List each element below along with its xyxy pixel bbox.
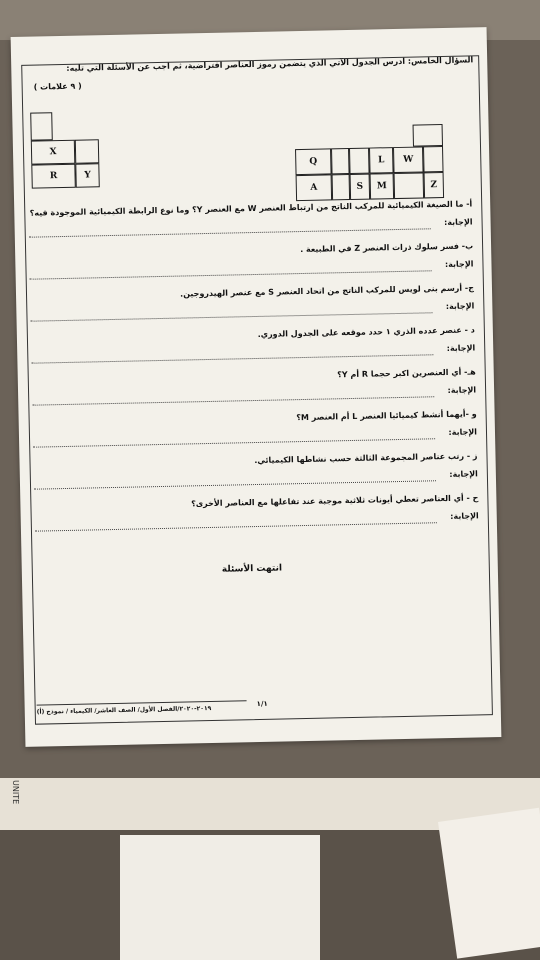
page-number: ١/١ (256, 699, 268, 709)
table-cell-Q: Q (295, 148, 332, 175)
table-cell-W: W (393, 146, 424, 173)
question-f: و -أيهما أنشط كيميائيا العنصر L أم العنصر M؟ (296, 409, 477, 423)
answer-label-a: الإجابة: (443, 217, 473, 228)
answer-label-f: الإجابة: (448, 427, 478, 437)
table-cell-X: X (31, 140, 75, 165)
table-cell-A: A (296, 174, 333, 201)
end-of-questions: انتهت الأسئلة (221, 563, 283, 575)
answer-label-g: الإجابة: (449, 469, 478, 479)
question-e: هـ- أي العنصرين اكبر حجما R أم Y؟ (337, 367, 476, 380)
answer-label-b: الإجابة: (444, 259, 474, 270)
table-cell-empty (394, 172, 425, 199)
paper-stub-left (120, 835, 320, 960)
question-d: د - عنصر عدده الذري ١ حدد موقعه على الجدول الدوري. (257, 325, 475, 339)
question-c: ج- أرسم بنى لويس للمركب الناتج من اتحاد العنصر S مع عنصر الهيدروجين. (180, 283, 475, 299)
table-cell-Z: Z (424, 172, 445, 198)
section-title: السؤال الخامس: ادرس الجدول الآتي الذي يتضمن رموز العناصر افتراضية، ثم اجب عن الأسئلة التي تليه: (66, 55, 474, 73)
marks-label: ( ٩ علامات ) (33, 81, 82, 92)
paper-stub-right (438, 808, 540, 959)
table-cell-empty (423, 146, 444, 172)
table-cell-empty (413, 124, 443, 147)
table-cell-L: L (369, 147, 394, 173)
answer-label-c: الإجابة: (445, 301, 475, 312)
question-a: أ- ما الصيغة الكيميائية للمركب الناتج من ارتباط العنصر W مع العنصر Y؟ وما نوع الرابطة الكيميائية الموجودة فيه؟ (29, 199, 473, 218)
table-cell-empty (332, 174, 351, 200)
table-cell-M: M (370, 173, 395, 199)
question-g: ز - رتب عناصر المجموعة الثالثة حسب نشاطها الكيميائي. (254, 451, 478, 466)
table-cell-R: R (31, 164, 75, 189)
question-b: ب- فسر سلوك ذرات العنصر Z في الطبيعة . (300, 241, 474, 255)
table-cell-empty (30, 112, 53, 140)
answer-label-d: الإجابة: (446, 343, 476, 353)
footer-text: ٢٠١٩-٢٠٢٠/الفصل الأول/ الصف العاشر/ الكيمياء / نموذج (أ) (36, 705, 212, 716)
table-cell-Y: Y (75, 163, 99, 187)
answer-label-e: الإجابة: (447, 385, 477, 395)
under-paper-text: UNITE (11, 780, 20, 805)
exam-page (11, 27, 502, 747)
table-cell-empty (331, 148, 350, 174)
table-cell-S: S (350, 174, 371, 200)
question-h: ح - أي العناصر تعطي أيونات ثلاثية موجبة عند تفاعلها مع العناصر الأخرى؟ (191, 493, 479, 509)
table-cell-empty (75, 139, 99, 163)
answer-label-h: الإجابة: (450, 511, 479, 521)
table-cell-empty (349, 148, 370, 174)
